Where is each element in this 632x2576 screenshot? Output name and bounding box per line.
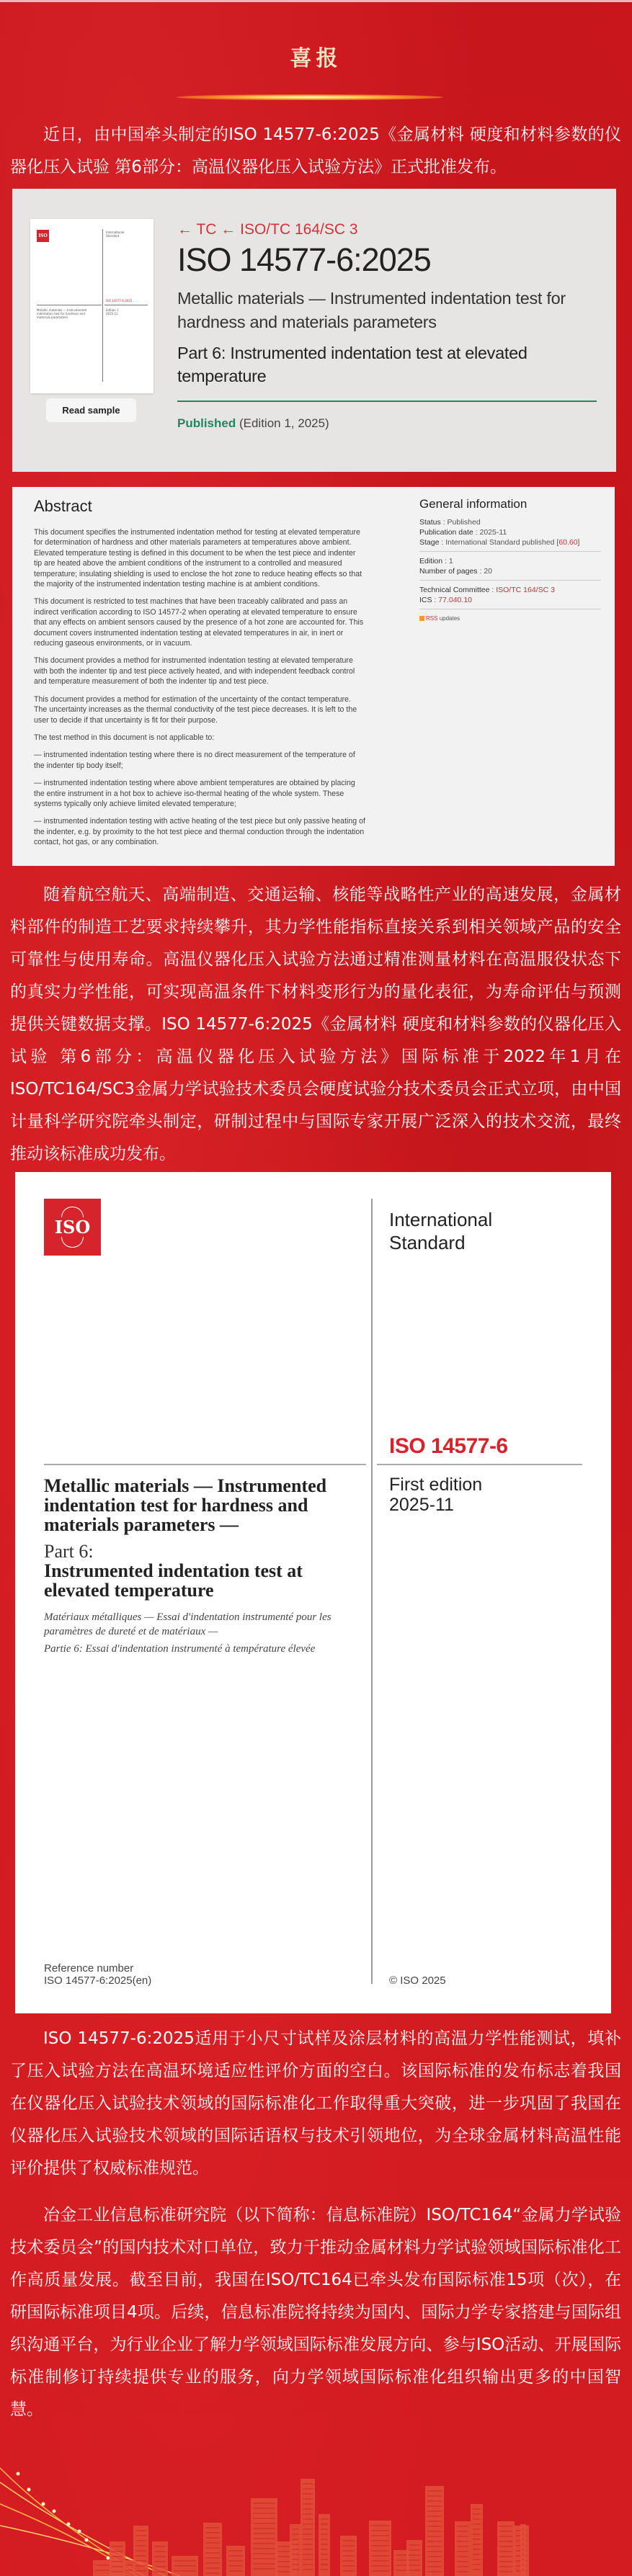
building-window-row	[205, 2532, 220, 2533]
read-sample-button[interactable]: Read sample	[46, 398, 136, 422]
building-window-row	[342, 2540, 355, 2541]
building-window-row	[427, 2521, 442, 2522]
sparkle	[27, 2488, 31, 2492]
building-window-row	[292, 2533, 299, 2535]
abstract-paragraph: — instrumented indentation testing where there is no direct measurement of the temperature of the indenter tip body itself;	[34, 751, 355, 770]
copyright: © ISO 2025	[389, 1975, 446, 1987]
building-window-row	[396, 2559, 407, 2561]
building-window-row	[342, 2550, 355, 2552]
building-window-row	[321, 2528, 328, 2530]
building-window-row	[321, 2569, 328, 2570]
value: 2025-11	[479, 528, 507, 537]
building-window-row	[499, 2546, 512, 2547]
iso-logo-icon: ISO	[37, 230, 49, 242]
building-window-row	[427, 2490, 442, 2492]
thumbnail-edition: Edition 1 2025-11	[106, 308, 119, 316]
building-window-row	[371, 2570, 389, 2572]
label: ICS	[419, 596, 432, 604]
edition-row: Edition : 1	[419, 557, 453, 565]
building-window-row	[409, 2544, 420, 2546]
building-window-row	[292, 2549, 299, 2550]
building-window-row	[371, 2525, 389, 2526]
significance-paragraph: ISO 14577-6:2025适用于小尺寸试样及涂层材料的高温力学性能测试，填补了压入试验方法在高温环境适应性评价方面的空白。该国际标准的发布标志着我国在仪器化压入试验技术领域的国际标准化工作取得重大突破，进一步巩固了我国在仪器化压入试验技术领域的国际话语权与技术引领地位，为全球金属材料高温性能评价提供了权威标准规范。	[10, 2029, 621, 2178]
building-window-row	[205, 2567, 220, 2569]
french-title-main: Matériaux métalliques — Essai d'indentation instrumenté pour les paramètres de dureté et de matériaux —	[44, 1611, 331, 1637]
status-row: Status : Published	[419, 518, 481, 527]
french-title-part: Partie 6: Essai d'indentation instrumenté à température élevée	[44, 1643, 316, 1655]
building-window-row	[205, 2527, 220, 2528]
breadcrumb-tc-link[interactable]: ← TC	[177, 221, 217, 238]
rss-suffix: updates	[439, 615, 460, 622]
sparkle	[42, 2503, 45, 2506]
building-window-row	[457, 2551, 468, 2552]
building-window-row	[321, 2559, 328, 2560]
building-window-row	[427, 2526, 442, 2527]
label: Status	[419, 518, 441, 527]
building-window-row	[253, 2538, 275, 2539]
building-window-row	[457, 2561, 468, 2562]
building-window-row	[253, 2528, 275, 2529]
building-window-row	[112, 2561, 123, 2562]
building-window-row	[292, 2569, 299, 2570]
building-window-row	[427, 2546, 442, 2547]
label: Number of pages	[419, 567, 478, 576]
building-window-row	[499, 2561, 512, 2562]
building-window-row	[522, 2549, 524, 2550]
building-window-row	[371, 2550, 389, 2552]
building-window-row	[427, 2541, 442, 2542]
building-window-row	[427, 2571, 442, 2572]
building-window-row	[522, 2569, 524, 2570]
building-window-row	[303, 2518, 313, 2520]
building-window-row	[292, 2544, 299, 2545]
building-window-row	[228, 2560, 243, 2562]
abstract-paragraph: — instrumented indentation testing where above ambient temperatures are obtained by placing the entire instrument in a hot box to achieve iso-thermal heating of the whole system. These systems typically only achieve limited elevated temperature;	[34, 779, 355, 808]
building-window-row	[112, 2556, 123, 2557]
building-window-row	[303, 2564, 313, 2565]
top-border	[0, 0, 632, 2]
building-window-row	[321, 2564, 328, 2565]
building-window-row	[253, 2533, 275, 2534]
french-title	[44, 1610, 361, 1656]
cover-part-label: Part 6:	[44, 1541, 94, 1562]
building-window-row	[303, 2549, 313, 2550]
building-window-row	[321, 2554, 328, 2555]
building-window-row	[371, 2565, 389, 2567]
building-window-row	[303, 2554, 313, 2555]
building-window-row	[409, 2564, 420, 2566]
building-window-row	[292, 2539, 299, 2540]
building-window-row	[253, 2568, 275, 2570]
general-info-heading: General information	[419, 497, 528, 511]
building-window-row	[321, 2518, 328, 2520]
building-window-row	[205, 2552, 220, 2554]
label: Edition	[419, 557, 443, 565]
value: Published	[447, 518, 481, 527]
building-window-row	[371, 2535, 389, 2536]
building-window-row	[409, 2549, 420, 2551]
thumbnail-divider	[102, 229, 103, 382]
globe-top	[61, 1207, 84, 1217]
building-window-row	[112, 2551, 123, 2552]
building-window-row	[253, 2553, 275, 2554]
building-window-row	[112, 2546, 123, 2547]
building-window-row	[371, 2545, 389, 2546]
cover-part-title: Instrumented indentation test at elevated temperature	[44, 1560, 303, 1601]
iso-standard-card	[12, 189, 616, 472]
logo-text: ISO	[54, 1217, 91, 1238]
intro-paragraph: 近日，由中国牵头制定的ISO 14577-6:2025《金属材料 硬度和材料参数的仪器化压入试验 第6部分：高温仪器化压入试验方法》正式批准发布。	[10, 125, 621, 176]
building-window-row	[427, 2566, 442, 2567]
building-window-row	[457, 2546, 468, 2547]
value: International Standard published	[445, 538, 555, 547]
building-window-row	[427, 2515, 442, 2517]
institute-paragraph: 冶金工业信息标准研究院（以下简称：信息标准院）ISO/TC164“金属力学试验技术委员会”的国内技术对口单位，致力于推动金属材料力学试验领域国际标准化工作高质量发展。截至目前，我国在ISO/TC164已牵头发布国际标准15项（次），在研国际标准项目4项。后续，信息标准院将持续为国内、国际力学专家搭建与国际组织沟通平台，为行业企业了解力学领域国际标准发展方向、参与ISO活动、开展国际标准制修订持续提供专业的服务，向力学领域国际标准化组织输出更多的中国智慧。	[10, 2206, 621, 2419]
building-window-row	[499, 2531, 512, 2532]
building-window-row	[292, 2554, 299, 2555]
building-window-row	[522, 2564, 524, 2565]
building-window-row	[205, 2547, 220, 2549]
building-window-row	[427, 2561, 442, 2562]
thumbnail-code: ISO 14577-6:2025	[106, 299, 133, 303]
building-window-row	[427, 2531, 442, 2532]
building-window-row	[228, 2570, 243, 2572]
building-window-row	[457, 2531, 468, 2532]
building-window-row	[499, 2571, 512, 2572]
reference-number	[44, 1962, 151, 1987]
sparkle	[67, 2523, 71, 2526]
building-window-row	[522, 2533, 524, 2535]
building-window-row	[253, 2563, 275, 2564]
building-window-row	[292, 2528, 299, 2530]
building	[369, 2521, 391, 2576]
abstract-paragraph: This document provides a method for estimation of the uncertainty of the contact temperature. The uncertainty increases as the thermal conductivity of the test piece decreases. It is left to the user to decide if that uncertainty is fit for their purpose.	[34, 694, 357, 725]
building	[497, 2521, 515, 2576]
rss-link[interactable]	[419, 614, 601, 624]
status-divider	[177, 401, 597, 402]
cover-thumbnail[interactable]	[30, 219, 153, 393]
building-window-row	[174, 2570, 196, 2572]
building-window-row	[371, 2555, 389, 2557]
building-window-row	[473, 2549, 481, 2550]
building-window-row	[457, 2536, 468, 2537]
value: 20	[484, 567, 492, 576]
gold-glow-divider	[177, 94, 443, 100]
building-window-row	[253, 2523, 275, 2524]
building-window-row	[253, 2508, 275, 2509]
building-window-row	[303, 2523, 313, 2525]
building-window-row	[522, 2559, 524, 2560]
building-window-row	[499, 2556, 512, 2557]
building-window-row	[303, 2533, 313, 2535]
cover-horizontal-divider	[377, 1464, 582, 1465]
building-window-row	[303, 2498, 313, 2500]
publication-date-row: Publication date : 2025-11	[419, 528, 507, 537]
standard-details	[177, 220, 597, 431]
cover-title-block	[44, 1476, 361, 1659]
building-window-row	[303, 2539, 313, 2540]
edition-date: 2025-11	[389, 1495, 454, 1515]
building-window-row	[522, 2528, 524, 2530]
building-window-row	[135, 2550, 146, 2552]
abstract-paragraph: This document provides a method for instrumented indentation testing at elevated temperature with both the indenter tip and test piece actively heated, and with independent feedback control and temperature measurement of both the indenter tip and test piece.	[34, 656, 355, 687]
building-window-row	[174, 2565, 196, 2567]
building-window-row	[371, 2540, 389, 2541]
building-window-row	[154, 2561, 166, 2562]
building-window-row	[499, 2541, 512, 2542]
sparkle	[85, 2539, 89, 2542]
building-window-row	[205, 2572, 220, 2574]
building-window-row	[303, 2513, 313, 2515]
building-window-row	[154, 2571, 166, 2572]
building-window-row	[396, 2554, 407, 2556]
building-window-row	[473, 2559, 481, 2560]
building-window-row	[135, 2530, 146, 2531]
building-window-row	[473, 2539, 481, 2540]
building-window-row	[342, 2560, 355, 2562]
building-window-row	[457, 2556, 468, 2557]
building-window-row	[473, 2554, 481, 2555]
building-window-row	[473, 2508, 481, 2510]
sparkle	[17, 2472, 20, 2476]
building-window-row	[473, 2533, 481, 2535]
sparkle	[53, 2510, 56, 2513]
building-window-row	[457, 2566, 468, 2567]
building-window-row	[473, 2564, 481, 2565]
building-window-row	[253, 2558, 275, 2559]
reference-value: ISO 14577-6:2025(en)	[44, 1975, 152, 1987]
building-window-row	[205, 2542, 220, 2544]
building-window-row	[303, 2508, 313, 2510]
building-window-row	[522, 2544, 524, 2545]
page-title: 喜报	[290, 46, 342, 71]
abstract-paragraph: The test method in this document is not applicable to:	[34, 733, 215, 742]
building-window-row	[303, 2559, 313, 2560]
building	[455, 2521, 471, 2576]
abstract-heading: Abstract	[34, 497, 92, 515]
building-window-row	[321, 2523, 328, 2525]
building-window-row	[522, 2539, 524, 2540]
building-window-row	[473, 2518, 481, 2520]
building-window-row	[135, 2535, 146, 2536]
stage-row: Stage : International Standard published [60.60]	[419, 538, 580, 547]
building-window-row	[427, 2556, 442, 2557]
building-window-row	[321, 2539, 328, 2540]
reference-label: Reference number	[44, 1962, 134, 1975]
cover-horizontal-divider	[44, 1464, 366, 1465]
building-window-row	[253, 2548, 275, 2549]
building-window-row	[253, 2503, 275, 2504]
building-window-row	[135, 2570, 146, 2572]
stage-code-link[interactable]: 60.60	[558, 538, 578, 547]
general-information	[419, 497, 601, 624]
building-window-row	[427, 2510, 442, 2512]
building-window-row	[409, 2554, 420, 2556]
building-window-row	[457, 2571, 468, 2572]
building-window-row	[205, 2557, 220, 2559]
building-window-row	[457, 2526, 468, 2527]
building-window-row	[228, 2565, 243, 2567]
rss-icon	[419, 616, 424, 621]
label: Technical Committee	[419, 586, 490, 594]
building-window-row	[112, 2571, 123, 2572]
building-window-row	[342, 2555, 355, 2557]
edition: First edition	[389, 1475, 483, 1495]
building-window-row	[112, 2566, 123, 2567]
breadcrumb-sc-link[interactable]: ← ISO/TC 164/SC 3	[221, 221, 358, 238]
standard-title: ISO 14577-6:2025	[177, 241, 431, 278]
building-window-row	[409, 2570, 420, 2571]
building-window-row	[292, 2564, 299, 2565]
pages-row: Number of pages : 20	[419, 567, 492, 576]
building-window-row	[253, 2543, 275, 2544]
cover-title: Metallic materials — Instrumented indentation test for hardness and materials parameters —	[44, 1475, 327, 1535]
building-window-row	[427, 2505, 442, 2507]
building-window-row	[473, 2544, 481, 2545]
building-window-row	[135, 2540, 146, 2541]
building-window-row	[342, 2570, 355, 2572]
building-window-row	[303, 2503, 313, 2505]
standard-code: ISO 14577-6	[389, 1434, 508, 1458]
standard-subtitle: Metallic materials — Instrumented indentation test for hardness and materials parameters	[177, 289, 566, 331]
technical-committee-link[interactable]: ISO/TC 164/SC 3	[496, 586, 555, 594]
building-window-row	[303, 2528, 313, 2530]
building-window-row	[135, 2555, 146, 2557]
building-window-row	[396, 2564, 407, 2566]
breadcrumb	[177, 220, 597, 239]
label: Stage	[419, 538, 440, 547]
building-window-row	[499, 2536, 512, 2537]
sparkle	[78, 2530, 81, 2533]
building-window-row	[154, 2551, 166, 2552]
building-window-row	[321, 2549, 328, 2550]
building-window-row	[522, 2554, 524, 2555]
building-window-row	[303, 2488, 313, 2490]
building-window-row	[253, 2513, 275, 2514]
label: Publication date	[419, 528, 473, 537]
building-window-row	[427, 2536, 442, 2537]
edition-info	[389, 1475, 577, 1515]
building-window-row	[473, 2523, 481, 2525]
rss-label: RSS	[426, 615, 438, 622]
building-window-row	[135, 2560, 146, 2562]
divider	[419, 551, 601, 552]
building-window-row	[253, 2518, 275, 2519]
building-window-row	[303, 2483, 313, 2485]
building-window-row	[205, 2562, 220, 2564]
building-window-row	[499, 2566, 512, 2567]
divider	[419, 580, 601, 581]
city-skyline-illustration	[0, 2439, 632, 2576]
abstract-paragraph: This document specifies the instrumented indentation method for testing at elevated temperature for determination of hardness and other materials parameters at temperatures above ambient. Elevated temperature testing is defined in this document to be when the test piece and indenter tip are heated above the ambient conditions of the instrument to a controlled and measured temperature; insulating shielding is used to enclose the hot zone to reduce heating effects so that the majority of the instrumented indentation testing machine is at ambient conditions.	[34, 528, 362, 589]
abstract-card	[12, 487, 615, 866]
building-window-row	[154, 2546, 166, 2547]
building-window-row	[154, 2566, 166, 2567]
building-window-row	[303, 2569, 313, 2570]
doc-type: International Standard	[389, 1209, 493, 1253]
building-window-row	[303, 2493, 313, 2495]
building-window-row	[228, 2555, 243, 2557]
building-window-row	[499, 2526, 512, 2527]
thumbnail-doc-type: International Standard	[106, 231, 125, 238]
ics-link[interactable]: 77.040.10	[438, 596, 472, 604]
sparkle	[107, 2557, 110, 2560]
building-window-row	[427, 2500, 442, 2502]
thumbnail-title: Metallic materials — Instrumented indentation test for hardness and materials parameters	[37, 308, 87, 319]
building-window-row	[427, 2495, 442, 2497]
abstract-paragraph: This document is restricted to test machines that have been traceably calibrated and pass an indirect verification according to ISO 14577-2 when operating at elevated temperature to ensure that any effects on ambient sensors caused by the presence of a hot zone are accounted for. This document covers instrumented indentation testing at elevated temperatures in air, in inert or reducing gaseous environments, or in vacuum.	[34, 597, 364, 648]
building-window-row	[321, 2544, 328, 2545]
building-window-row	[499, 2551, 512, 2552]
building-window-row	[135, 2545, 146, 2546]
building-window-row	[205, 2537, 220, 2539]
globe-bottom	[61, 1237, 84, 1248]
building-window-row	[427, 2551, 442, 2552]
building-window-row	[342, 2565, 355, 2567]
building-window-row	[292, 2559, 299, 2560]
building-window-row	[473, 2528, 481, 2530]
building-window-row	[371, 2530, 389, 2531]
building-window-row	[228, 2550, 243, 2552]
status-line	[177, 416, 597, 431]
buildings	[93, 2479, 529, 2576]
building-window-row	[154, 2556, 166, 2557]
abstract-paragraph: — instrumented indentation testing with active heating of the test piece but only passive heating of the indenter, e.g. by proximity to the hot test piece and thermal conduction through the indentation contact, hot gas, or any combination.	[34, 817, 365, 847]
ics-row: ICS : 77.040.10	[419, 596, 472, 604]
cover-vertical-divider	[371, 1199, 373, 1984]
building-window-row	[135, 2565, 146, 2567]
building-window-row	[342, 2545, 355, 2546]
standard-part-title: Part 6: Instrumented indentation test at elevated temperature	[177, 344, 528, 385]
building-window-row	[303, 2544, 313, 2545]
published-status: Published	[177, 416, 236, 430]
building-window-row	[371, 2560, 389, 2562]
building-window-row	[473, 2569, 481, 2570]
iso-logo-icon	[44, 1199, 101, 1256]
building-window-row	[321, 2533, 328, 2535]
value: 1	[448, 557, 453, 565]
building-window-row	[473, 2513, 481, 2515]
building-window-row	[396, 2570, 407, 2571]
technical-committee-row: Technical Committee : ISO/TC 164/SC 3	[419, 586, 555, 594]
standard-cover	[15, 1172, 611, 2013]
edition-text: (Edition 1, 2025)	[239, 416, 329, 430]
abstract-body	[34, 527, 365, 855]
building-window-row	[174, 2560, 196, 2562]
building-window-row	[457, 2541, 468, 2542]
background-paragraph: 随着航空航天、高端制造、交通运输、核能等战略性产业的高速发展，金属材料部件的制造工艺要求持续攀升，其力学性能指标直接关系到相关领域产品的安全可靠性与使用寿命。高温仪器化压入试验方法通过精准测量材料在高温服役状态下的真实力学性能，可实现高温条件下材料变形行为的量化表征，为寿命评估与预测提供关键数据支撑。ISO 14577-6:2025《金属材料 硬度和材料参数的仪器化压入试验 第6部分：高温仪器化压入试验方法》国际标准于2022年1月在ISO/TC164/SC3金属力学试验技术委员会硬度试验分技术委员会正式立项，由中国计量科学研究院牵头制定，研制过程中与国际专家开展广泛深入的技术交流，最终推动该标准成功发布。	[10, 885, 621, 1163]
building-window-row	[409, 2559, 420, 2561]
